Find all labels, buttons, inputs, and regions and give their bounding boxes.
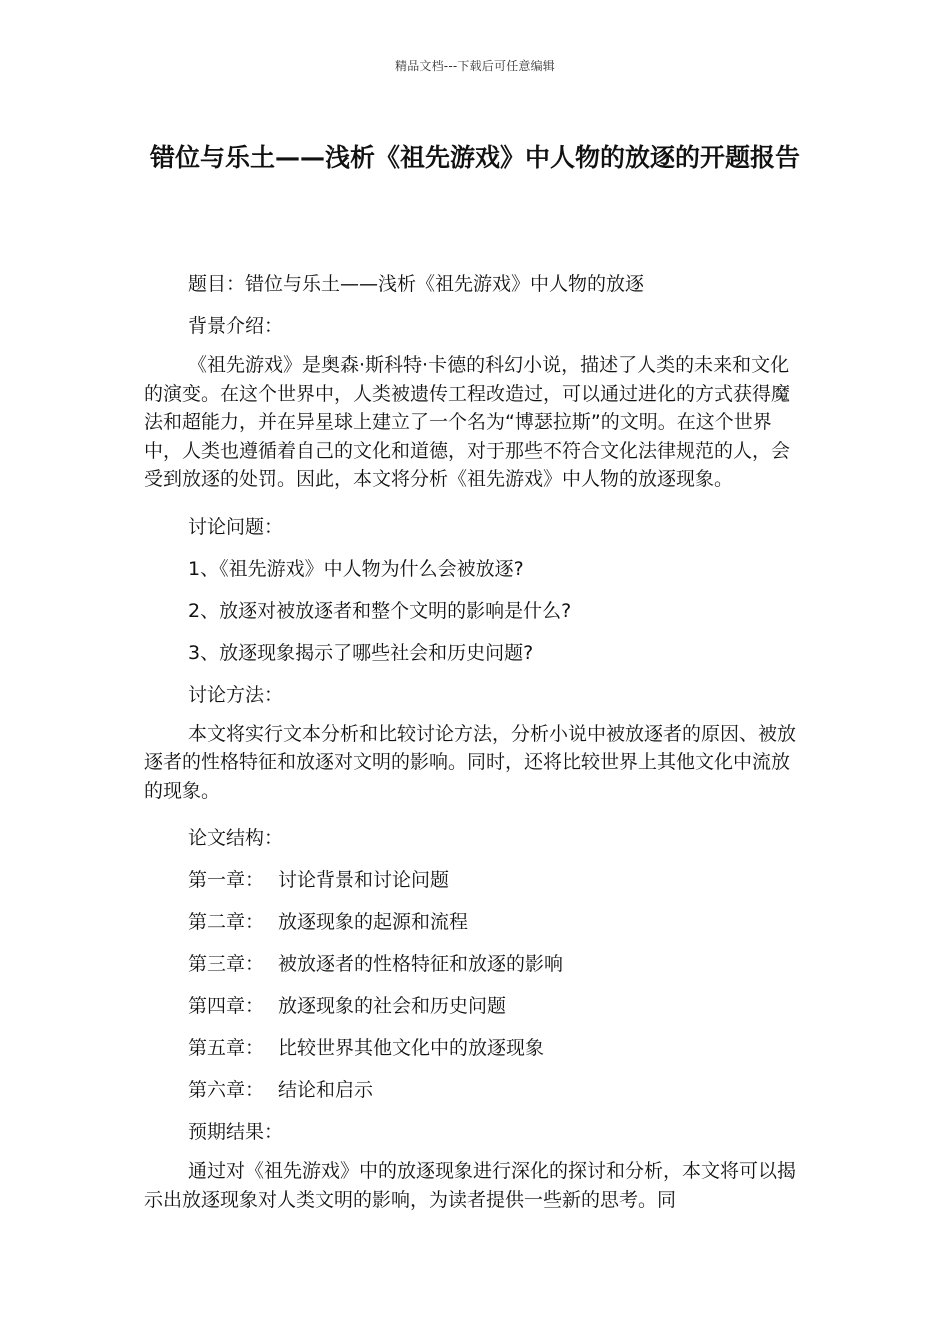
chapter-title: 放逐现象的社会和历史问题 (278, 995, 507, 1017)
topic-line: 题目：错位与乐土——浅析《祖先游戏》中人物的放逐 (188, 273, 645, 295)
chapter-item (144, 985, 808, 1027)
structure-label: 论文结构： (188, 827, 284, 849)
question-item: 2、放逐对被放逐者和整个文明的影响是什么? (188, 599, 572, 622)
chapter-item (144, 859, 808, 901)
questions-label: 讨论问题： (188, 515, 284, 538)
results-paragraph: 通过对《祖先游戏》中的放逐现象进行深化的探讨和分析，本文将可以揭示出放逐现象对人类文明的影响，为读者提供一些新的思考。同 (144, 1160, 797, 1211)
background-label: 背景介绍： (188, 315, 284, 337)
document-body (144, 263, 808, 1214)
chapter-item (144, 901, 808, 943)
method-label: 讨论方法： (188, 683, 284, 706)
chapter-title: 结论和启示 (278, 1079, 374, 1101)
chapter-item (144, 943, 808, 985)
chapter-number: 第六章： (188, 1079, 265, 1101)
question-item: 3、放逐现象揭示了哪些社会和历史问题? (188, 641, 534, 664)
results-label: 预期结果： (188, 1121, 284, 1143)
method-paragraph: 本文将实行文本分析和比较讨论方法，分析小说中被放逐者的原因、被放逐者的性格特征和放逐对文明的影响。同时，还将比较世界上其他文化中流放的现象。 (144, 722, 797, 802)
chapter-item (144, 1027, 808, 1069)
header-note: 精品文档---下载后可任意编辑 (395, 59, 555, 73)
background-paragraph: 《祖先游戏》是奥森·斯科特·卡德的科幻小说，描述了人类的未来和文化的演变。在这个世界中，人类被遗传工程改造过，可以通过进化的方式获得魔法和超能力，并在异星球上建立了一个名为“博瑟拉斯”的文明。在这个世界中，人类也遵循着自己的文化和道德，对于那些不符合文化法律规范的人，会受到放逐的处罚。因此，本文将分析《祖先游戏》中人物的放逐现象。 (144, 354, 791, 490)
chapter-title: 被放逐者的性格特征和放逐的影响 (278, 953, 564, 975)
chapter-number: 第二章： (188, 911, 265, 933)
chapter-item (144, 1069, 808, 1111)
chapter-title: 比较世界其他文化中的放逐现象 (278, 1037, 545, 1059)
chapter-title: 讨论背景和讨论问题 (278, 869, 450, 891)
chapter-number: 第五章： (188, 1037, 265, 1059)
chapter-title: 放逐现象的起源和流程 (278, 911, 469, 933)
question-item: 1、《祖先游戏》中人物为什么会被放逐? (188, 557, 524, 580)
chapter-number: 第一章： (188, 869, 265, 891)
chapter-number: 第三章： (188, 953, 265, 975)
chapter-number: 第四章： (188, 995, 265, 1017)
document-title: 错位与乐土——浅析《祖先游戏》中人物的放逐的开题报告 (149, 143, 800, 172)
